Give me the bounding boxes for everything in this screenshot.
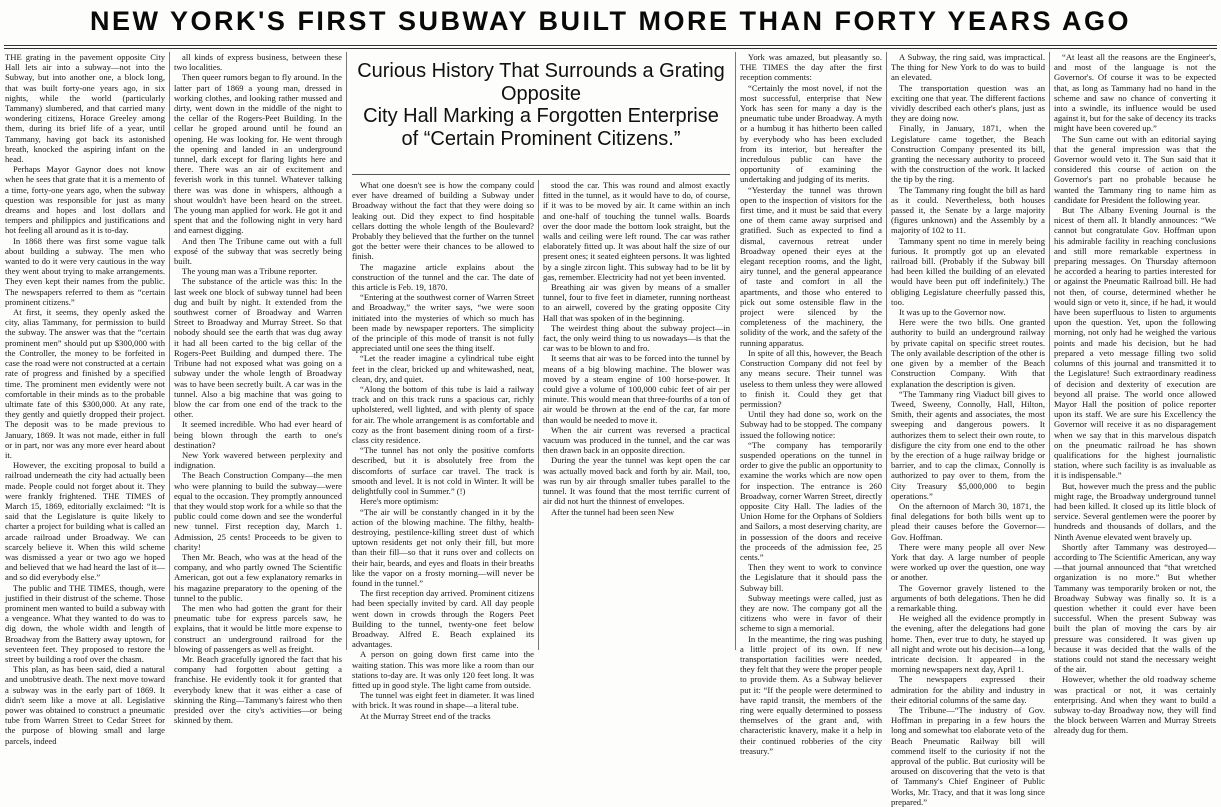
article-paragraph: The Beach Construction Company—the men who were planning to build the subway—were equal to the occasion. They promptly announced that they would stop work for a while so that the public could come down and see the wonderful new tunnel. First reception day, March 1. Admission, 25 cents! Proceeds to be given to charity! [174,470,342,552]
article-paragraph: “Let the reader imagine a cylindrical tube eight feet in the clear, bricked up and whitewashed, neat, clean, dry, and quiet. [352,353,534,384]
article-paragraph: “Certainly the most novel, if not the most successful, enterprise that New York has seen for many a day is the pneumatic tube under Broadway. A myth or a humbug it has hitherto been called by everybody who has been excluded from its interior, but hereafter the incredulous public can have the opportunity of examining the undertaking and judging of its merits. [740,82,882,185]
article-paragraph: What one doesn't see is how the company could ever have dreamed of building a Subway under Broadway without the fact that they were doing so leaking out. Did they expect to find hospitable cellars dotting the whole length of the Boulevard? Probably they believed that the further on the tunnel got the better were their chances to be allowed to finish. [352,180,534,262]
headline-rule-bottom [4,48,1217,49]
headline-rule-top [4,45,1217,46]
deck-line-3: of “Certain Prominent Citizens.” [401,127,681,150]
article-paragraph: The transportation question was an exciting one that year. The different factions vividly described each other's plans, just as they are doing now. [891,82,1045,124]
article-paragraph: It seems that air was to be forced into the tunnel by means of a big blowing machine. The blower was moved by a steam engine of 100 horse-power. It could give a volume of 100,000 cubic feet of air per minute. This would mean that three-fourths of a ton of air would be thrown at the end of the car, far more than would be needed to move it. [543,353,730,425]
article-paragraph: Then queer rumors began to fly around. In the latter part of 1869 a young man, dressed in working clothes, and looking rather mussed and dirty, went down in the middle of the night to the cellar of the Rogers-Peet Building. In the cellar he groped around until he found an opening. He was looking for. He went through the opening and landed in an underground tunnel, dark except for flaring lights here and there. There was an air of excitement and feverish work in this tunnel. Whatever talking there was was done in whispers, although a shout wouldn't have been heard on the street. The young man applied for work. He got it and spent that and the following night in very hard and earnest digging. [174,72,342,236]
column-divider [735,52,736,650]
article-paragraph: In the meantime, the ring was pushing a little project of its own. If new transportation facilities were needed, they felt that they were the proper people to provide them. As a Subway believer put it: “If the people were determined to have rapid transit, the members of the ring were equally determined to possess themselves of the grant and, with characteristic knavery, make it a help in their continued robberies of the city treasury.” [740,633,882,756]
article-paragraph: In spite of all this, however, the Beach Construction Company did not feel by any means secure. Their tunnel was useless to them unless they were allowed to finish it. Could they get that permission? [740,347,882,409]
article-paragraph: The public and THE TIMES, though, were justified in their distrust of the scheme. Those prominent men wanted to build a subway with a vengeance. What they wanted to do was to dig down, the whole width and length of Broadway from the Battery away uptown, for seventeen feet. They proposed to restore the street by building a roof over the chasm. [5,582,165,664]
article-paragraph: Mr. Beach gracefully ignored the fact that his company had forgotten about getting a franchise. He evidently took it for granted that everybody knew that it was either a case of skinning the Ring—Tammany's fairest who then presided over the city's activities—or being skinned by them. [174,653,342,726]
article-paragraph: Finally, in January, 1871, when the Legislature came together, the Beach Construction Company presented its bill, granting the necessary authority to proceed with the construction of the work. It lacked the tip by the ring. [891,123,1045,185]
article-paragraph: On the afternoon of March 30, 1871, the final delegations for both bills went up to plead their causes before the Governor—Gov. Hoffman. [891,500,1045,542]
article-paragraph: In 1868 there was first some vague talk about building a subway. The men who wanted to do it were very cautious in the way they went about trying to make arrangements. They even kept their names from the public. The newspapers referred to them as “certain prominent citizens.” [5,235,165,307]
article-paragraph: Breathing air was given by means of a smaller tunnel, four to five feet in diameter, running northeast to an airwell, covered by the grating opposite City Hall that was spoken of in the beginning. [543,282,730,323]
article-paragraph: all kinds of express business, between these two localities. [174,52,342,73]
subheadline-deck [352,54,730,172]
article-paragraph: Then Mr. Beach, who was at the head of the company, and who partly owned The Scientific American, got out a few explanatory remarks in his magazine preparatory to the opening of the tunnel to the public. [174,551,342,603]
article-paragraph: The substance of the article was this: In the last week one block of subway tunnel had been dug and built by night. It extended from the southwest corner of Broadway and Warren Street to Broadway and Murray Street. So that nobody should see the earth that was dug away it had all been carted to the big cellar of the Rogers-Peet Building and dumped there. The Tribune had not exposed what was going on a subway under the whole length of Broadway was to have been secretly built. A car was in the tunnel. Also a big machine that was going to blow the car from one end of the track to the other. [174,276,342,420]
article-paragraph: At first, it seems, they openly asked the city, alias Tammany, for permission to build the subway. The answer was that the “certain prominent men” should put up $300,000 with the Controller, the money to be forfeited in case the road were not constructed at a certain rate of progress and finished by a specified time. The prominent men evidently were not comfortable in their minds as to the probable ultimate fate of this $300,000. At any rate, they gently and quietly dropped their project. The deposit was to be made previous to January, 1869. It was not made, either in full or in part, nor was any more ever heard about it. [5,307,165,460]
article-paragraph: The men who had gotten the grant for their pneumatic tube for express parcels saw, he explains, that it would be little more expense to construct an underground railroad for the blowing of passengers as well as freight. [174,602,342,654]
article-paragraph: “Along the bottom of this tube is laid a railway track and on this track runs a spacious car, richly upholstered, well lighted, and with plenty of space for air. The whole arrangement is as comfortable and cozy as the front basement dining room of a first-class city residence. [352,384,534,446]
column-divider [538,180,539,650]
column-divider [169,52,170,650]
article-paragraph: THE grating in the pavement opposite City Hall lets air into a subway—not into the Subway, but into another one, a block long, that was built forty-one years ago, in six nights, while the world (particularly Tammany) slumbered, and that carried many wondering citizens, Horace Greeley among them, during its brief life of a year, until Tammany, having got back its astonished breath, knocked the aspiring infant on the head. [5,52,165,165]
article-paragraph: “The tunnel has not only the positive comforts described, but it is absolutely free from the discomforts of surface car travel. The track is smooth and level. It is not cold in Winter. It will be delightfully cool in Summer.” (!) [352,445,534,497]
article-paragraph: Subway meetings were called, just as they are now. The company got all the citizens who were in favor of their scheme to sign a memorial. [740,592,882,634]
article-paragraph: A person on going down first came into the waiting station. This was more like a room than our stations to-day are. It was only 120 feet long. It was fitted up in good style. The light came from outside. [352,649,534,690]
deck-line-2: City Hall Marking a Forgotten Enterprise [363,105,719,127]
article-paragraph: The magazine article explains about the construction of the tunnel and the car. The date of this article is Feb. 19, 1870. [352,261,534,293]
article-column-5 [740,52,882,756]
column-divider [886,52,887,650]
article-paragraph: The young man was a Tribune reporter. [182,266,318,277]
article-column-6 [891,52,1045,807]
deck-line-1: Curious History That Surrounds a Grating Opposite [357,60,725,105]
column-divider [1049,52,1050,650]
article-column-1 [5,52,165,746]
article-paragraph: Perhaps Mayor Gaynor does not know when he sees that grate that it is a memento of a time, forty-one years ago, when the subway question was responsible for just as many dreams and hopes and lost dollars and tempers and philippics and justifications and hot feeling all around as it is to-day. [5,164,165,236]
article-paragraph: “The Tammany ring Viaduct bill gives to Tweed, Sweeny, Connolly, Hall, Hilton, Smith, their agents and associates, the most sweeping and dangerous powers. It authorizes them to select their own route, to disfigure the city from one end to the other by the erection of a huge railway bridge or barrier, and to cap the climax, Connolly is authorized to pay over to them, from the City Treasury $5,000,000 to begin operations.” [891,388,1045,501]
article-paragraph: The Tammany ring fought the bill as hard as it could. Nevertheless, both houses passed it, the Senate by a large majority (figures unknown) and the Assembly by a majority of 102 to 11. [891,184,1045,236]
article-paragraph: The newspapers expressed their admiration for the ability and industry in their editorial columns of the same day. [891,674,1045,705]
article-paragraph: Tammany spent no time in merely being furious. It promptly got up an elevated railroad bill. (Probably if the Subway bill had been killed the building of an elevated would have been put off indefinitely.) The obliging Legislature cheerfully passed this, too. [891,235,1045,307]
article-paragraph: The Tribune—“The industry of Gov. Hoffman in preparing in a few hours the long and somewhat too elaborate veto of the Beach Pneumatic Railway bill will commend itself to the curiosity if not the approval of the public. But curiosity will be aroused on discovering that the veto is that of Tammany's Chief Engineer of Public Works, Mr. Tracy, and that it was long since prepared.” [891,705,1045,807]
article-paragraph: Here were the two bills. One granted authority to build an underground railway by private capital on specific street routes. The only available description of the other is one given by a member of the Beach Construction Company. With that explanation the description is given. [891,317,1045,389]
article-paragraph: stood the car. This was round and almost exactly fitted in the tunnel, as it would have to do, of course, if it was to be moved by air. It came within an inch and one-half of touching the tunnel walls. Boards over the door made the bottom look straight, but the walls and ceiling were left round. The car was rather elaborately fitted up. It was about half the size of our present ones; it seated eighteen persons. It was lighted by a single zircon light. This subway had to be lit by gas, remember. Electricity had not yet been invented. [543,180,730,282]
article-paragraph: The tunnel was eight feet in diameter. It was lined with brick. It was round in shape—a literal tube. [352,690,534,711]
article-paragraph: A Subway, the ring said, was impractical. The thing for New York to do was to build an elevated. [891,52,1045,83]
article-paragraph: It seemed incredible. Who had ever heard of being blown through the earth to one's destination? [174,419,342,450]
article-column-4 [543,180,730,650]
article-paragraph: Then they went to work to convince the Legislature that it should pass the Subway bill. [740,562,882,593]
article-paragraph: During the year the tunnel was kept open the car was actually moved back and forth by air. Mail, too, was run by air through smaller tubes parallel to the tunnel. It was found that the most terrific current of air did not hurt the thinnest of envelopes. [543,455,730,507]
article-paragraph: He weighed all the evidence promptly in the evening, after the delegations had gone home. Then, ever true to duty, he stayed up all night and wrote out his decision—a long, intricate decision. It appeared in the morning newspapers next day, April 1. [891,613,1045,675]
article-paragraph: The Sun came out with an editorial saying that the general impression was that the Governor would veto it. The Sun said that it considered this course of action on the Governor's part no probable because he wanted the Tammany ring to name him as candidate for President the following year. [1054,133,1216,205]
article-paragraph: When the air current was reversed a practical vacuum was produced in the tunnel, and the car was then drawn back in an opposite direction. [543,424,730,456]
article-paragraph: However, the exciting proposal to build a railroad underneath the city had actually been made. People could not forget about it. They were frankly frightened. THE TIMES of March 15, 1869, editorially exclaimed: “It is said that the Legislature is quite likely to charter a project for building what is called an arcade railroad under Broadway. We can scarcely believe it. When this wild scheme was dismissed a year or two ago we hoped and believed that we had heard the last of it—and so did everybody else.” [5,460,165,583]
article-paragraph: However, whether the old roadway scheme was practical or not, it was certainly enterprising. And when they want to build a subway to-day Broadway now, they will find the block between Warren and Murray Streets already dug for them. [1054,674,1216,736]
article-paragraph: “Yesterday the tunnel was thrown open to the inspection of visitors for the first time, and it must be said that every one of them came away surprised and gratified. Such as expected to find a dismal, cavernous retreat under Broadway opened their eyes at the elegant reception rooms, and the light, airy tunnel, and the general appearance of taste and comfort in all the apartments, and those who entered to pick out some ostensible flaw in the project were silenced by the completeness of the machinery, the solidity of the work, and the safety of the running apparatus. [740,184,882,348]
article-paragraph: At the Murray Street end of the tracks [360,710,491,721]
article-paragraph: The weirdest thing about the subway project—in fact, the only weird thing to us nowadays—is that the car was to be blown to and fro. [543,322,730,354]
article-column-2 [174,52,342,726]
deck-rule [352,174,730,175]
article-column-7 [1054,52,1216,736]
article-paragraph: But, however much the press and the public might rage, the Broadway underground tunnel had been killed. It closed up its little block of service. Several gentlemen were the poorer by hundreds and thousands of dollars, and the Ninth Avenue elevated went bravely up. [1054,480,1216,542]
article-paragraph: “The air will be constantly changed in it by the action of the blowing machine. The filthy, health-destroying, pestilence-killing street dust of which uptown residents get not only their fill, but more than their fill—so that it runs over and collects on their hair, beards, and eyes and floats in their breaths like the vapor on a frosty morning—will never be found in the tunnel.” [352,506,534,588]
article-paragraph: “At least all the reasons are the Engineer's, and most of the language is not the Governor's. Of course it was to be expected that, as long as Tammany had no hand in the scheme and saw no chance of converting it into a swindle, its influence would be used against it, but for the sake of decency its tracks might have been covered up.” [1054,52,1216,134]
article-paragraph: After the tunnel had been seen New [551,506,675,517]
article-paragraph: The first reception day arrived. Prominent citizens had been specially invited by card. All day people went down in crowds through the Rogers Peet Building to the tunnel, twenty-one feet below Broadway. Alfred E. Beach explained its advantages. [352,588,534,650]
article-paragraph: This plan, as has been said, died a natural and unobtrusive death. The next move toward a subway was in the early part of 1869. It didn't seem like a move at all. Legislative power was obtained to construct a pneumatic tube from Warren Street to Cedar Street for the purpose of blowing small and large parcels, indeed [5,664,165,746]
article-paragraph: And then The Tribune came out with a full exposé of the subway that was secretly being built. [174,235,342,267]
article-column-3 [352,180,534,721]
article-paragraph: It was up to the Governor now. [899,307,1006,318]
article-paragraph: New York wavered between perplexity and indignation. [174,449,342,471]
article-paragraph: Here's more optimism: [360,496,439,507]
article-paragraph: “The company has temporarily suspended operations on the tunnel in order to give the public an opportunity to examine the works which are now open for inspection. The entrance is 260 Broadway, corner Warren Street, directly opposite City Hall. The ladies of the Union Home for the Orphans of Soldiers and Sailors, a most deserving charity, are in possession of the doors and receive the proceeds of the admission fee, 25 cents.” [740,439,882,562]
column-divider [346,52,347,650]
article-paragraph: Until they had done so, work on the Subway had to be stopped. The company issued the following notice: [740,409,882,440]
article-paragraph: “Entering at the southwest corner of Warren Street and Broadway,” the writer says, “we were soon initiated into the mysteries of which so much has been made by newspaper reporters. The simplicity of the principle of this mode of transit is not fully appreciated until one sees the thing itself. [352,292,534,354]
article-paragraph: There were many people all over New York that day. A large number of people were worked up over the question, one way or another. [891,541,1045,583]
headline: NEW YORK'S FIRST SUBWAY BUILT MORE THAN FORTY YEARS AGO [90,6,1131,36]
article-paragraph: But The Albany Evening Journal is the nicest of them all. It blandly announces: “We cannot but congratulate Gov. Hoffman upon his admirable facility in reaching conclusions and still more remarkable expertness in preparing messages. On Thursday afternoon he accorded a hearing to parties interested for or against the Pneumatic Railroad bill. He had not then, of course, determined whether he would sign or veto it, since, if he had, it would have been superfluous to listen to arguments upon the question. Yet, upon the following morning, not only had he weighed the various points and made his decision, but he had prepared a veto message filling two solid columns of this journal and transmitted it to the Legislature! Such extraordinary readiness of decision and dexterity of execution are beyond all praise. The world once allowed Mayor Hall the position of police reporter upon its staff. We are sure his Excellency the Governor will receive it as no disparagement when we say that in this marvelous dispatch on the pneumatic railroad he has shown qualifications for the highest journalistic station, where such facility is as invaluable as it is indispensable.” [1054,205,1216,481]
article-paragraph: York was amazed, but pleasantly so. THE TIMES the day after the first reception comments: [740,52,882,83]
article-paragraph: The Governor gravely listened to the arguments of both delegations. Then he did a remarkable thing. [891,582,1045,613]
article-paragraph: Shortly after Tammany was destroyed—according to The Scientific American, any way—that journal announced that “that wretched organization is no more.” But whether Tammany was temporarily broken or not, the Broadway Subway was finally so. It is a question whether it could ever have been successful. When the present Subway was built the plan of moving the cars by air pressure was considered. It was given up because it was decided that the walls of the stations could not stand the necessary weight of the air. [1054,541,1216,675]
